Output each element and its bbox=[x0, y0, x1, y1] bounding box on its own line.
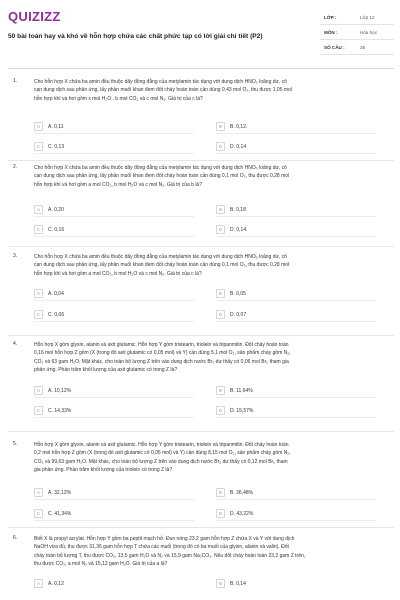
option-b[interactable] bbox=[216, 579, 376, 589]
option-text: A. 0,20 bbox=[48, 206, 64, 213]
question-line: CO₂ và 99,63 gam H₂O. Mặt khác, cho toàn bộ lượng Z trên vào dung dịch nước Br₂ dư thấy có 0,12 mol Br₂ tham bbox=[34, 458, 288, 465]
question-text bbox=[34, 253, 390, 278]
option-b[interactable] bbox=[216, 122, 376, 132]
option-text: D. 15,57% bbox=[230, 407, 254, 414]
option-letter-box: C bbox=[34, 142, 43, 151]
meta-row-count bbox=[320, 42, 394, 55]
option-underline bbox=[216, 417, 376, 418]
meta-value: Lớp 12 bbox=[360, 15, 375, 20]
option-underline bbox=[34, 300, 194, 301]
option-text: B. 0,12. bbox=[230, 123, 248, 130]
option-letter-box: A bbox=[34, 386, 43, 395]
option-text: C. 41,34% bbox=[48, 510, 72, 517]
option-d[interactable] bbox=[216, 225, 376, 235]
option-text: A. 10,12% bbox=[48, 387, 72, 394]
worksheet-meta bbox=[320, 12, 394, 57]
question-line: hỗn hợp khí và hơi gồm a mol CO₂, b mol H₂O và c mol N₂. Giá trị của c là? bbox=[34, 270, 202, 277]
option-a[interactable] bbox=[34, 579, 194, 589]
question-line: Biết X là propyl acrylat. Hỗn hợp Y gồm ba peptit mạch hở. Đun nóng 23,2 gam hỗn hợp Z chứa X và Y với dung dịch bbox=[34, 536, 295, 542]
option-letter-box: C bbox=[34, 310, 43, 319]
question-divider bbox=[8, 160, 394, 161]
option-underline bbox=[34, 133, 194, 134]
question-line: Cho hỗn hợp X chứa ba amin đều thuộc dãy đồng đẳng của metylamin tác dụng với dung dịch HNO₃ loãng dư, cô bbox=[34, 79, 287, 85]
option-b[interactable] bbox=[216, 205, 376, 215]
question-4 bbox=[0, 341, 400, 441]
question-line: CO₂ và 63 gam H₂O. Mặt khác, cho toàn bộ lượng Z trên vào dung dịch nước Br₂ dư thấy có 0,06 mol Br₂ tham gia bbox=[34, 358, 289, 365]
option-d[interactable] bbox=[216, 509, 376, 519]
option-underline bbox=[216, 520, 376, 521]
option-text: D. 43,22% bbox=[230, 510, 254, 517]
option-underline bbox=[216, 499, 376, 500]
option-letter-box: C bbox=[34, 509, 43, 518]
option-d[interactable] bbox=[216, 406, 376, 416]
option-letter-box: C bbox=[34, 406, 43, 415]
question-list bbox=[0, 78, 400, 595]
option-letter-box: B bbox=[216, 488, 225, 497]
question-text bbox=[34, 341, 390, 375]
question-number: 6. bbox=[13, 535, 18, 541]
option-underline bbox=[34, 153, 194, 154]
question-line: 0,16 mol hỗn hợp Z gồm (X (trong đó axit glutamic có 0,05 mol) và Y) cần dùng 5,1 mol O₂, sản phẩm cháy gồm N₂, bbox=[34, 350, 291, 357]
option-text: A. 0,12 bbox=[48, 580, 64, 587]
option-letter-box: A bbox=[34, 122, 43, 131]
option-underline bbox=[34, 321, 194, 322]
option-letter-box: C bbox=[34, 225, 43, 234]
question-text bbox=[34, 441, 390, 475]
question-1 bbox=[0, 78, 400, 164]
option-letter-box: A bbox=[34, 205, 43, 214]
question-line: 0,2 mol hỗn hợp Z gồm (X (trong đó axit glutamic có 0,05 mol) và Y) cần dùng 8,15 mol O₂, sản phẩm cháy gồm N₂, bbox=[34, 450, 291, 457]
question-number: 1. bbox=[13, 78, 18, 84]
option-b[interactable] bbox=[216, 289, 376, 299]
option-letter-box: D bbox=[216, 509, 225, 518]
question-line: thu được CO₂, a mol N₂ và 15,12 gam H₂O. Giá trị của a là? bbox=[34, 561, 168, 568]
question-line: hỗn hợp khí và hơi gồm a mol CO₂, b mol H₂O và c mol N₂. Giá trị của b là? bbox=[34, 181, 202, 188]
option-text: B. 0,14 bbox=[230, 580, 246, 587]
question-line: cạn dung dịch sau phản ứng, lấy phần muối khan đem đốt cháy hoàn toàn cần dùng 0,1 mol O₂, thu được 0,28 mol bbox=[34, 173, 290, 180]
question-divider bbox=[8, 335, 394, 336]
question-text bbox=[34, 164, 390, 189]
option-letter-box: A bbox=[34, 488, 43, 497]
option-letter-box: D bbox=[216, 225, 225, 234]
question-line: hỗn hợp khí và hơi gồm x mol H₂O , b mol CO₂ và c mol N₂. Giá trị của c là? bbox=[34, 95, 203, 102]
question-5 bbox=[0, 441, 400, 535]
question-2 bbox=[0, 164, 400, 253]
option-letter-box: B bbox=[216, 289, 225, 298]
option-underline bbox=[34, 417, 194, 418]
worksheet-title: 50 bài toán hay và khó về hỗn hợp chứa các chất phức tạp có lời giải chi tiết (P2) bbox=[8, 33, 263, 40]
option-letter-box: B bbox=[216, 205, 225, 214]
question-divider bbox=[8, 246, 394, 247]
option-underline bbox=[216, 397, 376, 398]
question-line: cháy toàn bộ lượng T, thu được CO₂, 13,5 gam H₂O và N₂ và 15,9 gam Na₂CO₃. Nếu đốt cháy hoàn toàn 23,2 gam Z trên, bbox=[34, 552, 306, 559]
option-underline bbox=[34, 216, 194, 217]
option-a[interactable] bbox=[34, 386, 194, 396]
question-divider bbox=[8, 431, 394, 432]
meta-value: Hóa học bbox=[360, 30, 378, 35]
option-text: B. 0,18 bbox=[230, 206, 246, 213]
question-line: cạn dung dịch sau phản ứng, lấy phần muối khan đem đốt cháy hoàn toàn cần dùng 0,43 mol O₂, thu được 1,05 mol bbox=[34, 87, 292, 94]
question-line: Hỗn hợp X gồm glyxin, alanin và axit glutamic. Hỗn hợp Y gồm tristearin, triolein và tripanmitin. Đốt cháy hoàn toàn bbox=[34, 342, 289, 348]
option-text: C. 0,13 bbox=[48, 143, 65, 150]
option-a[interactable] bbox=[34, 289, 194, 299]
option-letter-box: A bbox=[34, 289, 43, 298]
option-text: D. 0,14. bbox=[230, 226, 248, 233]
option-c[interactable] bbox=[34, 310, 194, 320]
question-line: Cho hỗn hợp X chứa ba amin đều thuộc dãy đồng đẳng của metylamin tác dụng với dung dịch HNO₃ loãng dư, cô bbox=[34, 254, 287, 260]
option-text: C. 0,16 bbox=[48, 226, 65, 233]
meta-label: SỐ CÂU : bbox=[324, 45, 345, 50]
option-text: A. 0,11 bbox=[48, 123, 64, 130]
question-line: phản ứng. Phần trăm khối lượng của axit glutamic có trong Z là? bbox=[34, 367, 178, 374]
option-a[interactable] bbox=[34, 488, 194, 498]
option-underline bbox=[216, 300, 376, 301]
option-letter-box: B bbox=[216, 386, 225, 395]
option-c[interactable] bbox=[34, 142, 194, 152]
option-text: A. 0,04 bbox=[48, 290, 64, 297]
option-letter-box: B bbox=[216, 579, 225, 588]
option-text: D. 0,07 bbox=[230, 311, 247, 318]
question-number: 5. bbox=[13, 441, 18, 447]
option-c[interactable] bbox=[34, 225, 194, 235]
worksheet-header bbox=[0, 0, 400, 64]
question-number: 2. bbox=[13, 164, 18, 170]
option-a[interactable] bbox=[34, 122, 194, 132]
option-underline bbox=[216, 133, 376, 134]
quizizz-logo: QUIZIZZ bbox=[8, 9, 61, 24]
question-divider bbox=[8, 527, 394, 528]
question-number: 3. bbox=[13, 253, 18, 259]
meta-row-class bbox=[320, 12, 394, 25]
option-text: D. 0,14 bbox=[230, 143, 247, 150]
option-c[interactable] bbox=[34, 406, 194, 416]
option-underline bbox=[216, 216, 376, 217]
option-letter-box: A bbox=[34, 579, 43, 588]
option-text: B. 36,48% bbox=[230, 489, 254, 496]
question-text bbox=[34, 78, 390, 103]
question-line: gia phản ứng. Phần trăm khối lượng của triolein có trong Z là? bbox=[34, 467, 173, 474]
question-line: NaOH vừa đủ, thu được 31,36 gam hỗn hợp T chứa các muối (trong đó có ba muối của glyxin, alanin và valin). Đốt bbox=[34, 544, 289, 551]
option-underline bbox=[34, 397, 194, 398]
option-d[interactable] bbox=[216, 142, 376, 152]
question-number: 4. bbox=[13, 341, 18, 347]
option-underline bbox=[216, 153, 376, 154]
option-text: C. 0,06 bbox=[48, 311, 65, 318]
option-text: C. 14,33% bbox=[48, 407, 72, 414]
question-6 bbox=[0, 535, 400, 595]
option-underline bbox=[34, 499, 194, 500]
meta-label: MÔN : bbox=[324, 30, 338, 35]
option-a[interactable] bbox=[34, 205, 194, 215]
meta-row-subject bbox=[320, 27, 394, 40]
option-letter-box: D bbox=[216, 406, 225, 415]
question-line: Hỗn hợp X gồm glyxin, alanin và axit glutamic. Hỗn hợp Y gồm tristearin, triolein và tripanmitin. Đốt cháy hoàn toàn bbox=[34, 442, 289, 448]
meta-value: 25 bbox=[360, 45, 366, 50]
option-letter-box: D bbox=[216, 142, 225, 151]
option-d[interactable] bbox=[216, 310, 376, 320]
question-text bbox=[34, 535, 390, 569]
option-letter-box: B bbox=[216, 122, 225, 131]
option-text: A. 32,12% bbox=[48, 489, 72, 496]
header-divider bbox=[8, 68, 394, 69]
question-3 bbox=[0, 253, 400, 341]
option-underline bbox=[216, 236, 376, 237]
option-b[interactable] bbox=[216, 386, 376, 396]
question-line: Cho hỗn hợp X chứa ba amin đều thuộc dãy đồng đẳng của metylamin tác dụng với dung dịch HNO₃ loãng dư, cô bbox=[34, 165, 287, 171]
option-underline bbox=[34, 520, 194, 521]
meta-label: LỚP : bbox=[324, 15, 337, 20]
option-underline bbox=[216, 321, 376, 322]
option-letter-box: D bbox=[216, 310, 225, 319]
option-text: B. 0,05 bbox=[230, 290, 246, 297]
question-line: cạn dung dịch sau phản ứng, lấy phần muối khan đem đốt cháy hoàn toàn cần dùng 0,1 mol O₂, thu được 0,28 mol bbox=[34, 262, 290, 269]
option-b[interactable] bbox=[216, 488, 376, 498]
option-text: B. 11,64% bbox=[230, 387, 253, 394]
option-c[interactable] bbox=[34, 509, 194, 519]
option-underline bbox=[34, 236, 194, 237]
